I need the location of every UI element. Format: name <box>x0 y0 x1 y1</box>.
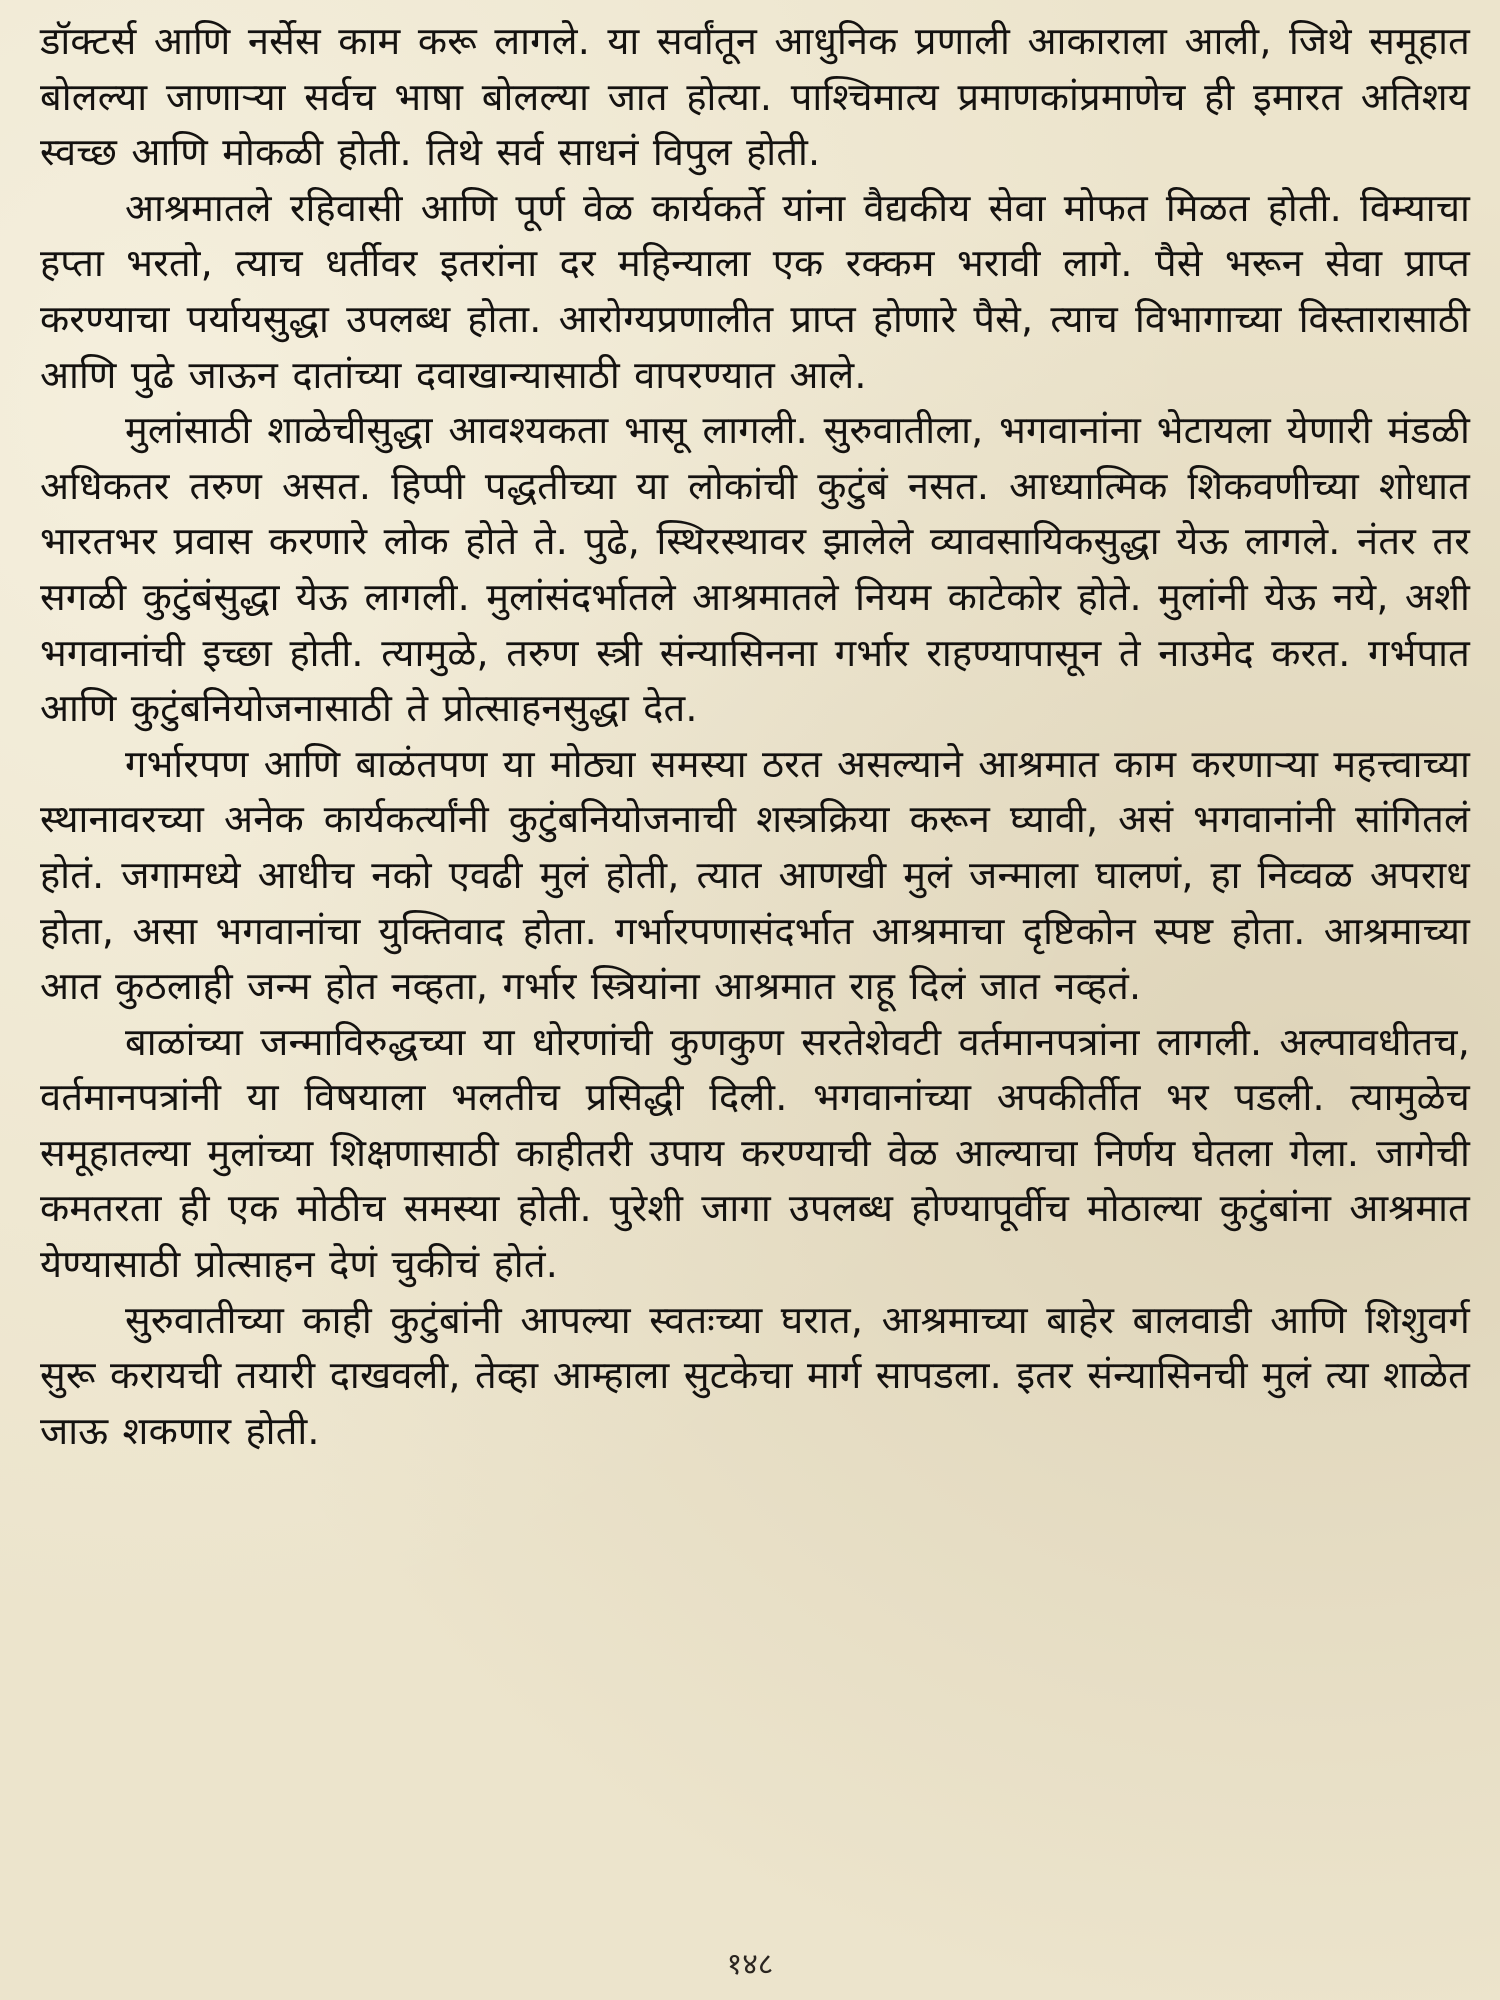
page-number: १४८ <box>726 1947 774 1982</box>
paragraph-3: मुलांसाठी शाळेचीसुद्धा आवश्यकता भासू लागली. सुरुवातीला, भगवानांना भेटायला येणारी मंडळी अधिकतर तरुण असत. हिप्पी पद्धतीच्या या लोकांची कुटुंबं नसत. आध्यात्मिक शिकवणीच्या शोधात भारतभर प्रवास करणारे लोक होते ते. पुढे, स्थिरस्थावर झालेले व्यावसायिकसुद्धा येऊ लागले. नंतर तर सगळी कुटुंबंसुद्धा येऊ लागली. मुलांसंदर्भातले आश्रमातले नियम काटेकोर होते. मुलांनी येऊ नये, अशी भगवानांची इच्छा होती. त्यामुळे, तरुण स्त्री संन्यासिनना गर्भार राहण्यापासून ते नाउमेद करत. गर्भपात आणि कुटुंबनियोजनासाठी ते प्रोत्साहनसुद्धा देत. <box>40 408 1470 731</box>
paragraph-2: आश्रमातले रहिवासी आणि पूर्ण वेळ कार्यकर्ते यांना वैद्यकीय सेवा मोफत मिळत होती. विम्याचा हप्ता भरतो, त्याच धर्तीवर इतरांना दर महिन्याला एक रक्कम भरावी लागे. पैसे भरून सेवा प्राप्त करण्याचा पर्यायसुद्धा उपलब्ध होता. आरोग्यप्रणालीत प्राप्त होणारे पैसे, त्याच विभागाच्या विस्तारासाठी आणि पुढे जाऊन दातांच्या दवाखान्यासाठी वापरण्यात आले. <box>40 185 1470 397</box>
paragraph-1: डॉक्टर्स आणि नर्सेस काम करू लागले. या सर्वांतून आधुनिक प्रणाली आकाराला आली, जिथे समूहात बोलल्या जाणाऱ्या सर्वच भाषा बोलल्या जात होत्या. पाश्चिमात्य प्रमाणकांप्रमाणेच ही इमारत अतिशय स्वच्छ आणि मोकळी होती. तिथे सर्व साधनं विपुल होती. <box>40 19 1470 175</box>
body-text <box>40 14 1470 1459</box>
paragraph-5: बाळांच्या जन्माविरुद्धच्या या धोरणांची कुणकुण सरतेशेवटी वर्तमानपत्रांना लागली. अल्पावधीतच, वर्तमानपत्रांनी या विषयाला भलतीच प्रसिद्धी दिली. भगवानांच्या अपकीर्तीत भर पडली. त्यामुळेच समूहातल्या मुलांच्या शिक्षणासाठी काहीतरी उपाय करण्याची वेळ आल्याचा निर्णय घेतला गेला. जागेची कमतरता ही एक मोठीच समस्या होती. पुरेशी जागा उपलब्ध होण्यापूर्वीच मोठाल्या कुटुंबांना आश्रमात येण्यासाठी प्रोत्साहन देणं चुकीचं होतं. <box>40 1019 1470 1287</box>
paragraph-4: गर्भारपण आणि बाळंतपण या मोठ्या समस्या ठरत असल्याने आश्रमात काम करणाऱ्या महत्त्वाच्या स्थानावरच्या अनेक कार्यकर्त्यांनी कुटुंबनियोजनाची शस्त्रक्रिया करून घ्यावी, असं भगवानांनी सांगितलं होतं. जगामध्ये आधीच नको एवढी मुलं होती, त्यात आणखी मुलं जन्माला घालणं, हा निव्वळ अपराध होता, असा भगवानांचा युक्तिवाद होता. गर्भारपणासंदर्भात आश्रमाचा दृष्टिकोन स्पष्ट होता. आश्रमाच्या आत कुठलाही जन्म होत नव्हता, गर्भार स्त्रियांना आश्रमात राहू दिलं जात नव्हतं. <box>40 741 1470 1009</box>
paragraph-6: सुरुवातीच्या काही कुटुंबांनी आपल्या स्वतःच्या घरात, आश्रमाच्या बाहेर बालवाडी आणि शिशुवर्ग सुरू करायची तयारी दाखवली, तेव्हा आम्हाला सुटकेचा मार्ग सापडला. इतर संन्यासिनची मुलं त्या शाळेत जाऊ शकणार होती. <box>40 1297 1470 1453</box>
